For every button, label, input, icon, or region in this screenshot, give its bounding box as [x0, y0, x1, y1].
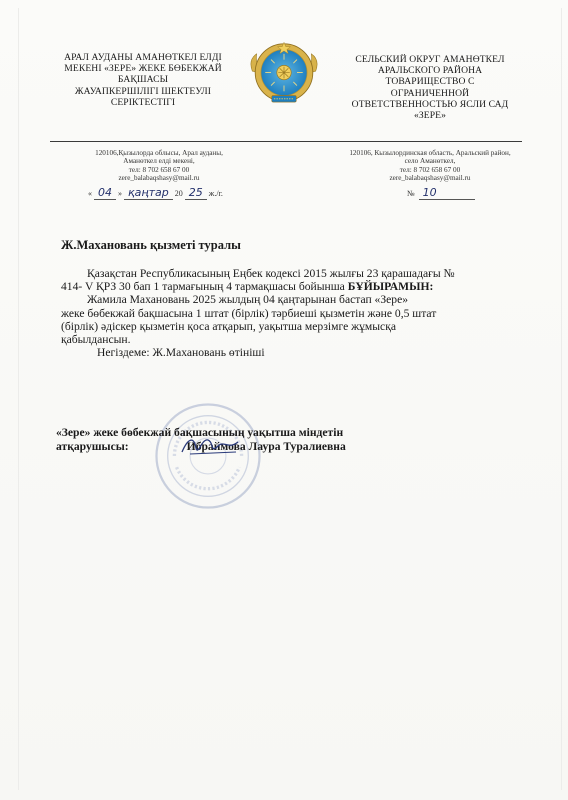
order-line-2 [61, 280, 516, 293]
left-contact-phone: тел: 8 702 658 67 00 [128, 165, 190, 174]
left-org-line-2: МЕКЕНІ «ЗЕРЕ» ЖЕКЕ БӨБЕКЖАЙ [64, 63, 222, 75]
date-year-suffix: 25 [185, 186, 207, 200]
right-organization-name [330, 54, 530, 121]
date-suffix: ж./г. [208, 189, 223, 198]
right-contact-phone: тел: 8 702 658 67 00 [399, 165, 461, 174]
decision-line-2: жеке бөбекжай бақшасына 1 штат (бірлік) тәрбиеші қызметін және 0,5 штат [61, 306, 437, 320]
left-contact-block [64, 149, 254, 183]
document-number [407, 186, 477, 200]
left-org-line-5: СЕРІКТЕСТІГІ [110, 96, 176, 108]
signatory-name: Ибраймова Лаура Туралиевна [186, 439, 346, 453]
order-line-1: Қазақстан Республикасының Еңбек кодексі 2015 жылғы 23 қарашадағы № [87, 267, 455, 280]
right-contact-block [330, 149, 530, 183]
right-org-line-4: ОГРАНИЧЕННОЙ [390, 87, 470, 99]
left-org-line-4: ЖАУАПКЕРШІЛІГІ ШЕКТЕУЛІ [74, 85, 212, 97]
basis-line: Негіздеме: Ж.Махановань өтініші [97, 346, 265, 360]
right-org-line-5: ОТВЕТСТВЕННОСТЬЮ ЯСЛИ САД [351, 98, 509, 110]
right-org-line-3: ТОВАРИЩЕСТВО С [385, 76, 475, 88]
right-contact-email: zere_balabaqshasy@mail.ru [389, 174, 471, 183]
date-day: 04 [94, 186, 116, 200]
handwritten-signature-icon [180, 432, 240, 458]
right-org-line-2: АРАЛЬСКОГО РАЙОНА [377, 65, 483, 77]
decision-line-4: қабылдансын. [61, 333, 131, 347]
right-contact-address: 120106, Кызылординская область, Аральский район, [349, 149, 511, 157]
document-date [88, 186, 223, 200]
order-line-2-text: 414- V ҚРЗ 30 бап 1 тармағының 4 тармақшасы бойынша [61, 280, 348, 294]
date-month: қаңтар [124, 186, 173, 200]
header-divider [50, 141, 522, 142]
left-org-line-1: АРАЛ АУДАНЫ АМАНӨТКЕЛ ЕЛДІ [64, 52, 222, 63]
right-org-line-1: СЕЛЬСКИЙ ОКРУГ АМАНӨТКЕЛ [355, 54, 505, 65]
signatory-label: атқарушысы: [56, 439, 129, 453]
right-org-line-6: «ЗЕРЕ» [413, 110, 447, 122]
decision-line-3: (бірлік) әдіскер қызметін қоса атқарып, уақытша мерзімге жұмысқа [61, 319, 396, 333]
left-contact-address: 120106,Қызылорда облысы, Арал ауданы, [95, 149, 223, 157]
date-close-quote: » [118, 189, 122, 198]
decision-line-1: Жамила Махановань 2025 жылдың 04 қаңтарынан бастап «Зере» [87, 293, 409, 307]
left-contact-email: zere_balabaqshasy@mail.ru [118, 174, 200, 183]
state-emblem-icon [248, 38, 320, 110]
date-year-prefix: 20 [174, 189, 183, 198]
left-contact-locality: Аманөткел елдi мекенi, [123, 157, 195, 166]
left-org-line-3: БАҚШАСЫ [117, 74, 169, 86]
right-contact-locality: село Аманөткел, [404, 157, 456, 166]
number-value: 10 [419, 186, 475, 200]
signatory-position: «Зере» жеке бөбекжай бақшасының уақытша міндетін [56, 426, 344, 439]
date-open-quote: « [88, 189, 92, 198]
document-body [61, 267, 516, 359]
order-keyword: БҰЙЫРАМЫН: [347, 280, 434, 294]
left-organization-name [48, 52, 238, 108]
document-title: Ж.Махановань қызметі туралы [61, 238, 241, 252]
number-label: № [407, 189, 415, 198]
